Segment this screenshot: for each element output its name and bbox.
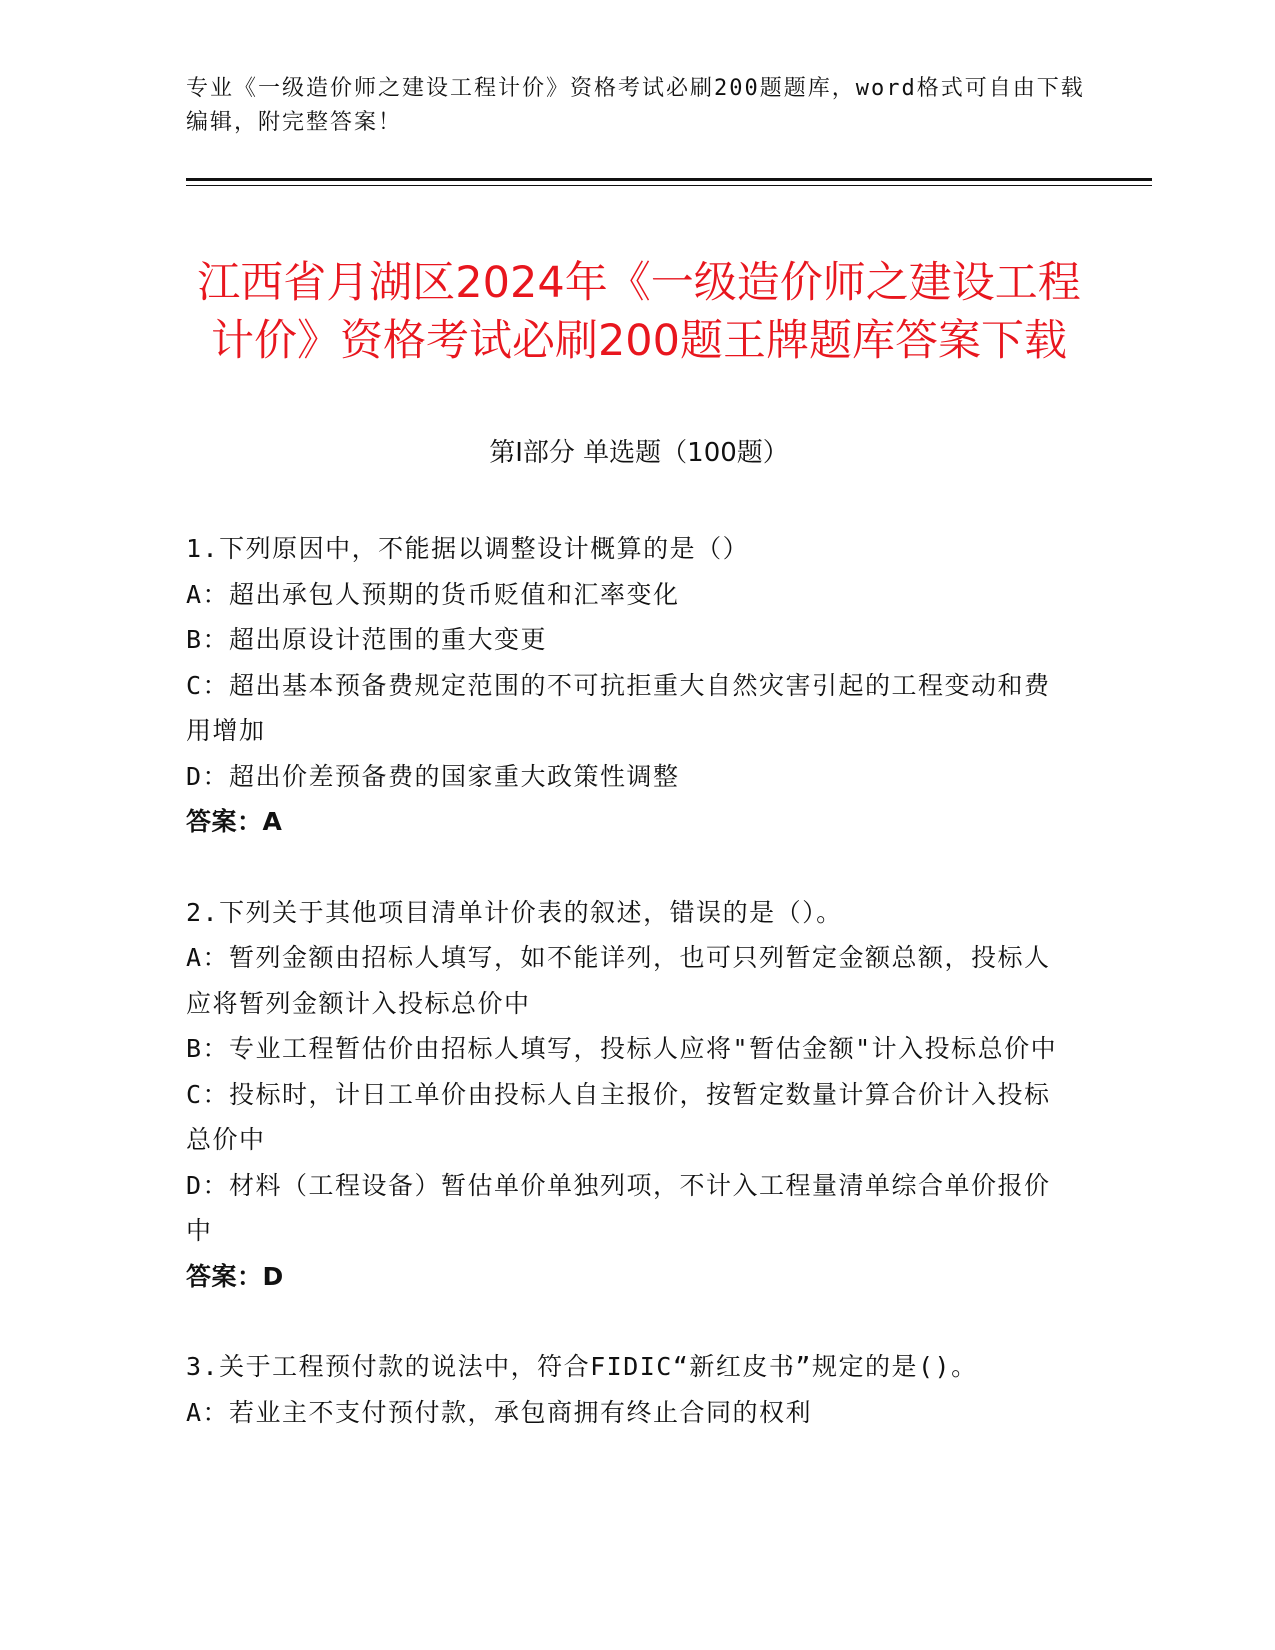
header-divider-thin <box>186 185 1152 186</box>
header-note: 专业《一级造价师之建设工程计价》资格考试必刷200题题库，word格式可自由下载编辑，附完整答案！ <box>186 76 1085 135</box>
option-a: A：超出承包人预期的货币贬值和汇率变化 <box>186 579 680 609</box>
option-d: D：超出价差预备费的国家重大政策性调整 <box>186 761 680 791</box>
option-d: D：材料（工程设备）暂估单价单独列项，不计入工程量清单综合单价报价中 <box>186 1170 1051 1245</box>
option-c: C：超出基本预备费规定范围的不可抗拒重大自然灾害引起的工程变动和费用增加 <box>186 670 1051 745</box>
question-3 <box>186 1344 1076 1435</box>
question-stem: 2.下列关于其他项目清单计价表的叙述，错误的是（）。 <box>186 897 843 927</box>
question-stem: 1.下列原因中，不能据以调整设计概算的是（） <box>186 534 750 563</box>
section-heading: 第I部分 单选题（100题） <box>489 438 789 468</box>
question-1 <box>186 526 1076 845</box>
question-list <box>186 526 1076 1480</box>
option-c: C：投标时，计日工单价由投标人自主报价，按暂定数量计算合价计入投标总价中 <box>186 1079 1051 1154</box>
option-a: A：暂列金额由招标人填写，如不能详列，也可只列暂定金额总额，投标人应将暂列金额计入投标总价中 <box>186 943 1051 1018</box>
answer-label: 答案：D <box>186 1261 284 1291</box>
option-b: B：超出原设计范围的重大变更 <box>186 625 548 654</box>
header-divider-thick <box>186 178 1152 181</box>
option-a: A：若业主不支付预付款，承包商拥有终止合同的权利 <box>186 1397 813 1427</box>
option-b: B：专业工程暂估价由招标人填写，投标人应将"暂估金额"计入投标总价中 <box>186 1034 1058 1063</box>
question-2 <box>186 890 1076 1300</box>
question-stem: 3.关于工程预付款的说法中，符合FIDIC“新红皮书”规定的是()。 <box>186 1352 978 1381</box>
document-title: 江西省月湖区2024年《一级造价师之建设工程计价》资格考试必刷200题王牌题库答案下载 <box>197 257 1081 366</box>
answer-label: 答案：A <box>186 807 283 836</box>
